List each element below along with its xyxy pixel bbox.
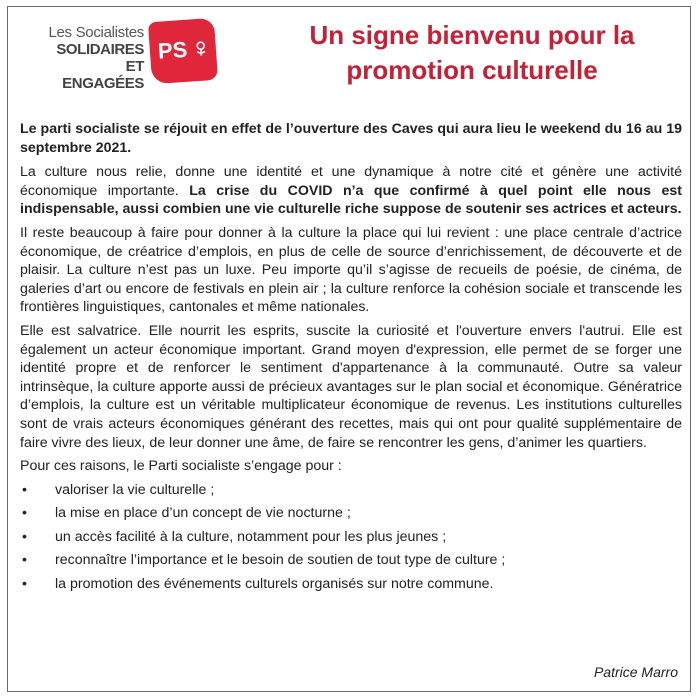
paragraph-3: Elle est salvatrice. Elle nourrit les esprits, suscite la curiosité et l'ouverture envers l'autrui. Elle est également un acteur économique important. Grand moyen d'expression, elle permet de se forger une identité propre et de renforcer le sentiment d'appartenance à la communauté. Outre sa valeur intrinsèque, la culture apporte aussi de précieux avantages sur le plan social et économique. Génératrice d’emplois, la culture est un véritable multiplicateur économique de revenus. Les institutions culturelles sont de vrais acteurs économiques générant des recettes, mais qui ont pour qualité supplémentaire de faire vivre des lieux, de leur donner une âme, de faire se rencontrer les gens, d’animer les quartiers. xyxy=(20,322,682,451)
paragraph-4: Pour ces raisons, le Parti socialiste s’engage pour : xyxy=(20,458,342,475)
rose-icon xyxy=(193,40,208,57)
article-body xyxy=(20,120,682,599)
commitment-list xyxy=(20,481,682,594)
intro-paragraph: Le parti socialiste se réjouit en effet de l’ouverture des Caves qui aura lieu le weekend du 16 au 19 septembre 2021. xyxy=(20,121,682,156)
title-line-2: promotion culturelle xyxy=(346,55,598,85)
party-logo xyxy=(40,18,230,92)
paragraph-1-emphasis: La crise du COVID n’a que confirmé à quel point elle nous est indispensable, aussi combien une vie culturelle riche suppose de soutenir ses actrices et acteurs. xyxy=(20,182,682,218)
logo-text xyxy=(40,24,144,92)
logo-line-3: ENGAGÉES xyxy=(62,75,144,92)
list-item: • un accès facilité à la culture, notamment pour les plus jeunes ; xyxy=(20,528,682,547)
paragraph-1-text: La culture nous relie, donne une identité et une dynamique à notre cité et génère une activité économique importante. xyxy=(20,164,682,199)
paragraph-1 xyxy=(20,163,682,219)
list-item: • la promotion des événements culturels organisés sur notre commune. xyxy=(20,575,682,594)
ps-badge-text: PS xyxy=(157,36,189,64)
author-signature: Patrice Marro xyxy=(593,664,678,680)
logo-line-2: SOLIDAIRES ET xyxy=(56,41,144,75)
list-item: • valoriser la vie culturelle ; xyxy=(20,481,682,500)
ps-badge xyxy=(148,18,218,84)
title-line-1: Un signe bienvenu pour la xyxy=(309,20,635,50)
page-title xyxy=(262,18,682,88)
list-item: • la mise en place d’un concept de vie nocturne ; xyxy=(20,504,682,523)
logo-line-1: Les Socialistes xyxy=(48,24,144,41)
list-item: • reconnaître l’importance et le besoin de soutien de tout type de culture ; xyxy=(20,551,682,570)
paragraph-2: Il reste beaucoup à faire pour donner à la culture la place qui lui revient : une place centrale d’actrice économique, de créatrice d’emplois, en plus de celle de source d’enrichissement, de découverte et de plaisir. La culture n’est pas un luxe. Peu importe qu’il s’agisse de recueils de poésie, de cinéma, de galeries d’art ou encore de festivals en plein air ; la culture renforce la cohésion sociale et transcende les frontières linguistiques, cantonales et même nationales. xyxy=(20,224,682,316)
